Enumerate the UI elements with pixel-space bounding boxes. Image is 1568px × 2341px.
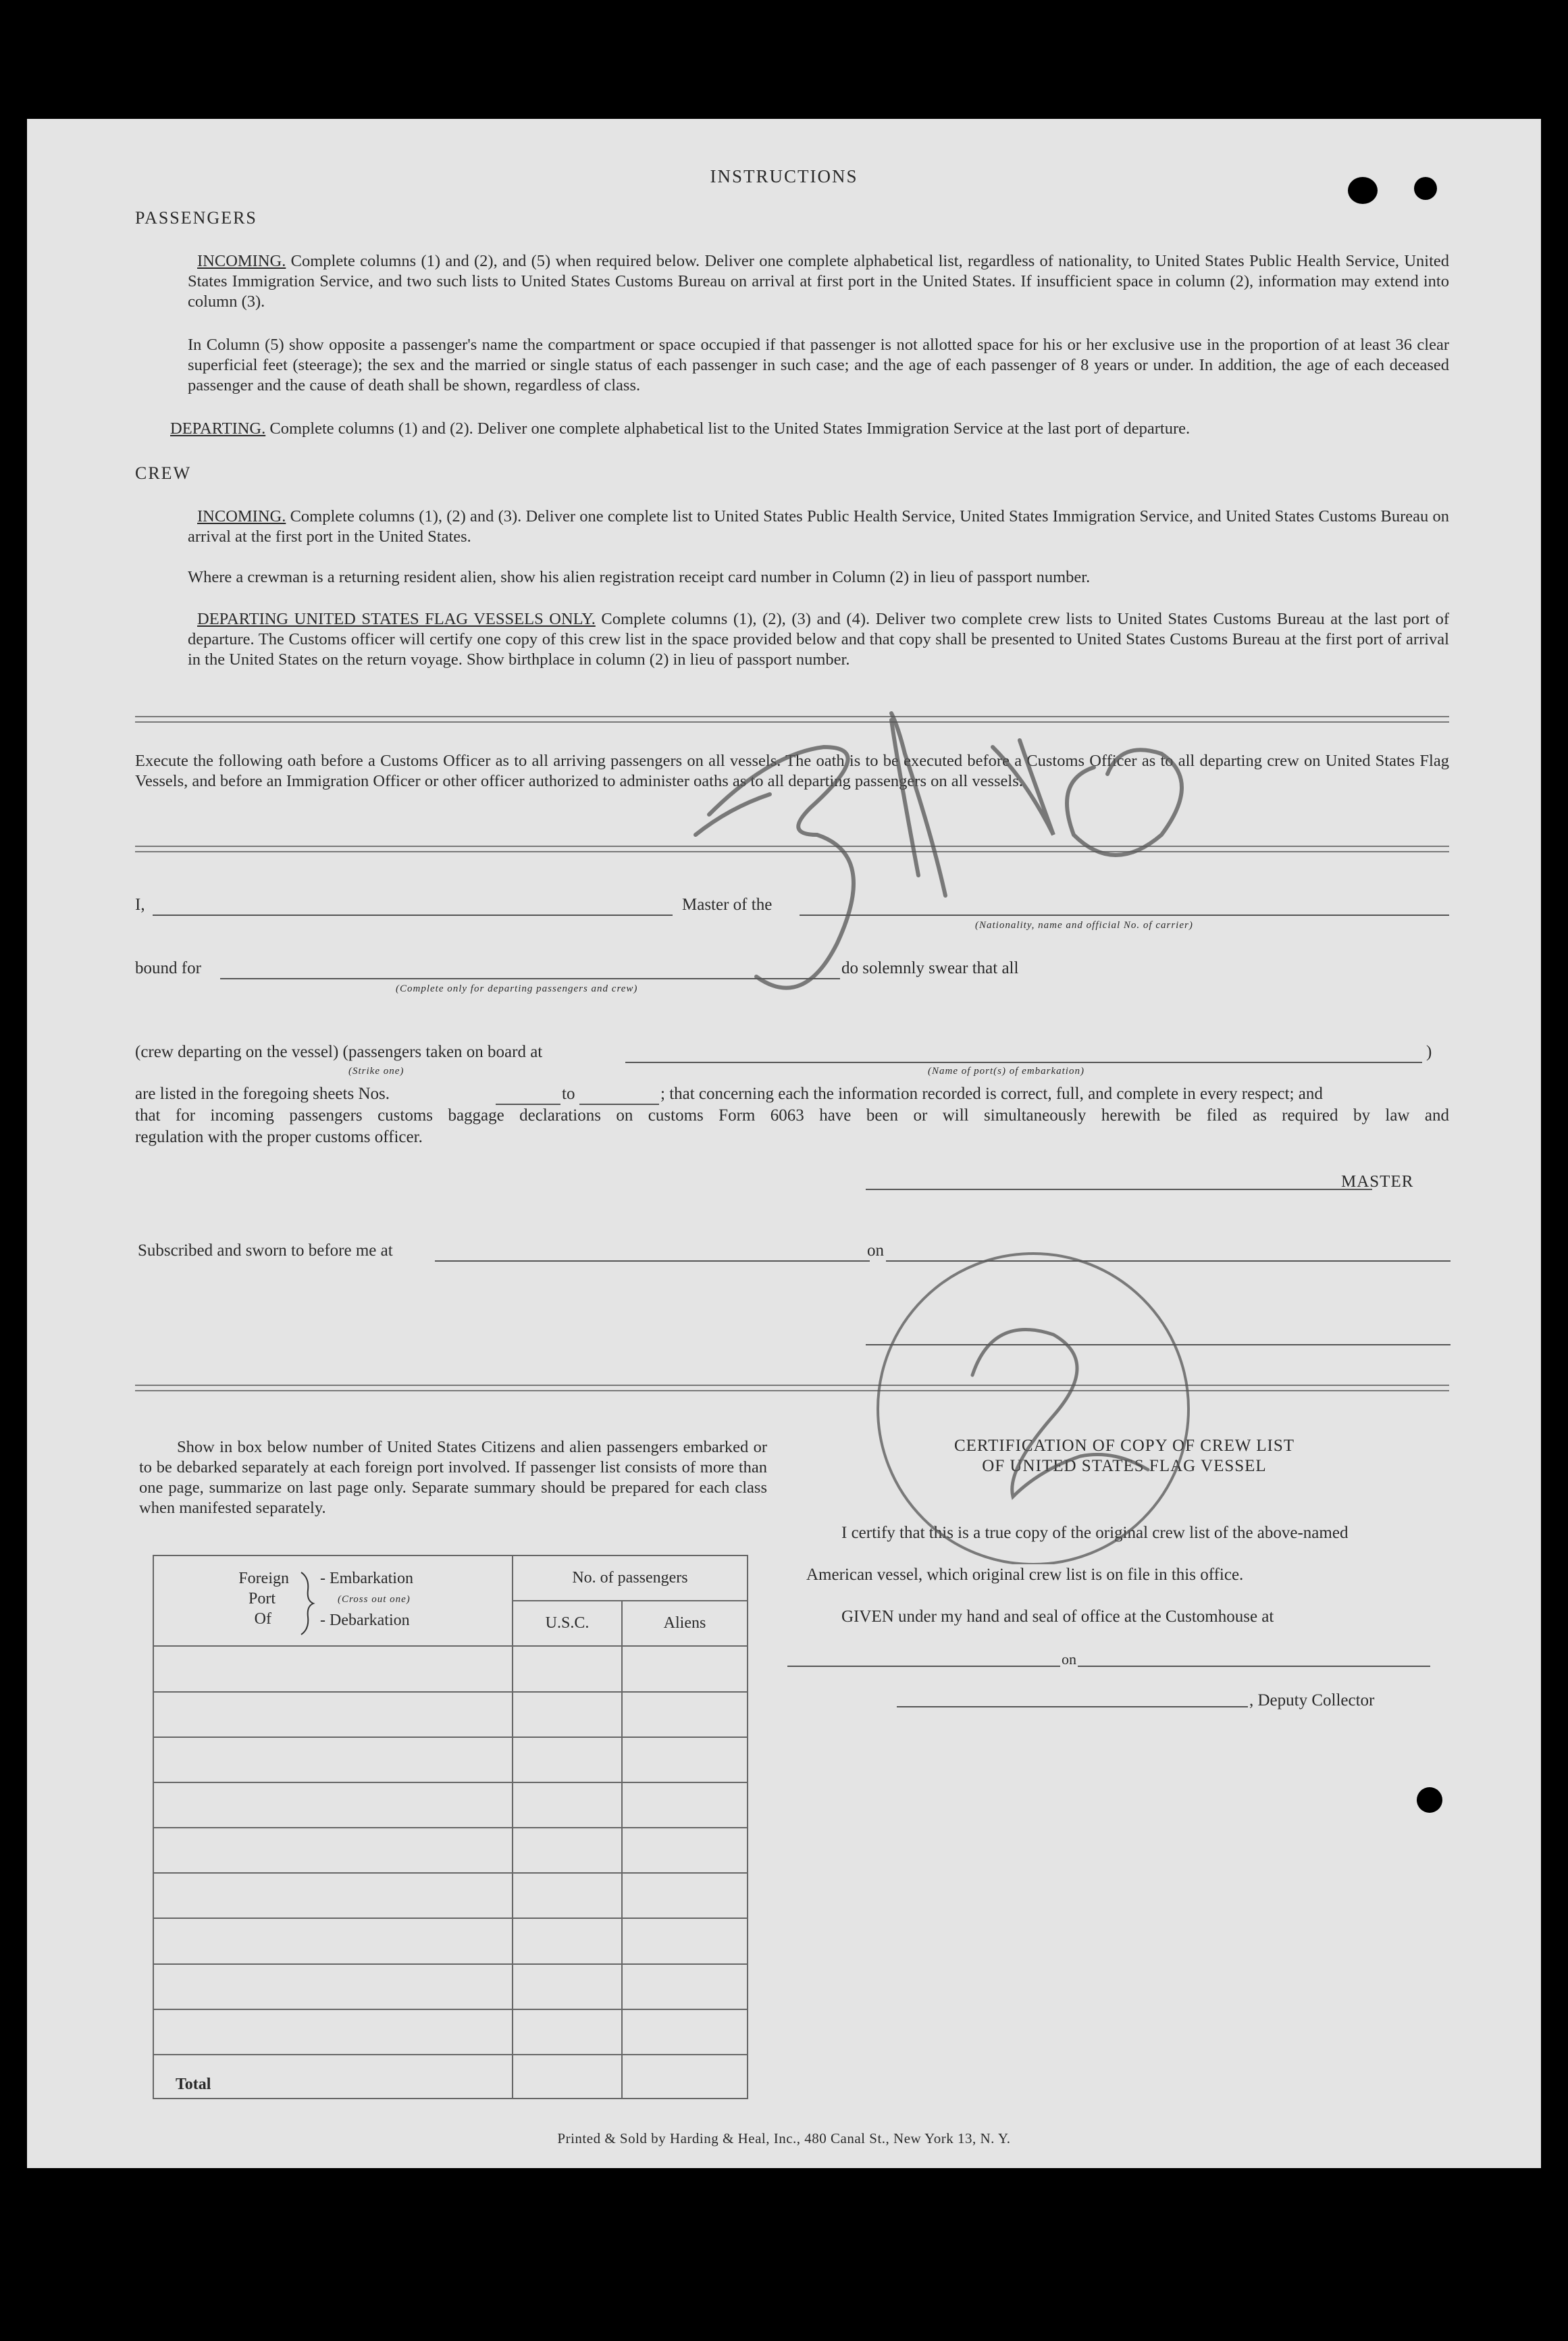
port-cell[interactable] bbox=[153, 1918, 513, 1963]
usc-cell[interactable] bbox=[513, 1737, 622, 1782]
passengers-incoming-text: Complete columns (1) and (2), and (5) when required below. Deliver one complete alphabetical list, regardless of nationality, to United States Public Health Service, United States Immigration Service, and two such lists to United States Customs Bureau on arrival at first port in the United States. If insufficient space in column (2), information may extend into column (3). bbox=[188, 252, 1450, 311]
page-title: INSTRUCTIONS bbox=[710, 166, 858, 186]
of-label: Of bbox=[254, 1610, 271, 1628]
deputy-collector-label: , Deputy Collector bbox=[1249, 1691, 1375, 1709]
strike-caption: (Strike one) bbox=[348, 1066, 404, 1077]
table-row bbox=[153, 1737, 748, 1782]
table-row bbox=[153, 1646, 748, 1691]
passengers-incoming-label: INCOMING. bbox=[197, 252, 286, 270]
master-label: MASTER bbox=[1341, 1173, 1414, 1191]
passengers-departing-label: DEPARTING. bbox=[170, 419, 266, 438]
port-cell[interactable] bbox=[153, 1692, 513, 1737]
total-label: Total bbox=[153, 2055, 513, 2099]
printer-footer: Printed & Sold by Harding & Heal, Inc., 480 Canal St., New York 13, N. Y. bbox=[557, 2130, 1011, 2146]
nationality-caption: (Nationality, name and official No. of carrier) bbox=[975, 920, 1193, 931]
table-row bbox=[153, 1873, 748, 1918]
table-row bbox=[153, 1782, 748, 1828]
aliens-cell[interactable] bbox=[622, 1828, 748, 1873]
summary-instruction: Show in box below number of United States Citizens and alien passengers embarked or to be debarked separately at each foreign port involved. If passenger list consists of more than one page, summarize on last page only. Separate summary should be prepared for each class when manifested separately. bbox=[139, 1438, 767, 1517]
usc-cell[interactable] bbox=[513, 1873, 622, 1918]
total-row bbox=[153, 2055, 748, 2099]
close-paren: ) bbox=[1426, 1043, 1432, 1061]
aliens-cell[interactable] bbox=[622, 1873, 748, 1918]
usc-cell[interactable] bbox=[513, 1692, 622, 1737]
port-label: Port bbox=[248, 1590, 276, 1608]
embarkation-label: - Embarkation bbox=[320, 1570, 413, 1588]
crew-departing-text: (crew departing on the vessel) (passengers taken on board at bbox=[135, 1043, 543, 1061]
crew-incoming-text: Complete columns (1), (2) and (3). Deliver one complete list to United States Public Health Service, United States Immigration Service, and United States Customs Bureau on arrival at the first port in the United States. bbox=[188, 507, 1450, 546]
crew-heading: CREW bbox=[135, 463, 192, 483]
crew-incoming-label: INCOMING. bbox=[197, 507, 286, 525]
certification-title-line2: OF UNITED STATES FLAG VESSEL bbox=[982, 1457, 1267, 1475]
punch-hole bbox=[1417, 1787, 1442, 1813]
passenger-summary-table bbox=[153, 1555, 748, 2099]
passengers-heading: PASSENGERS bbox=[135, 208, 257, 228]
punch-hole bbox=[1414, 177, 1437, 200]
port-cell[interactable] bbox=[153, 1964, 513, 2009]
aliens-cell[interactable] bbox=[622, 1737, 748, 1782]
to-word: to bbox=[562, 1085, 575, 1103]
bound-for-label: bound for bbox=[135, 959, 201, 977]
form-sheet bbox=[27, 119, 1541, 2168]
deputy-signature-field[interactable] bbox=[897, 1706, 1248, 1707]
oath-rest-line1: ; that concerning each the information recorded is correct, full, and complete in every respect; and bbox=[660, 1085, 1323, 1103]
aliens-cell[interactable] bbox=[622, 1782, 748, 1828]
oath-rest-line3: regulation with the proper customs officer. bbox=[135, 1128, 423, 1146]
crew-resident-paragraph: Where a crewman is a returning resident alien, show his alien registration receipt card number in Column (2) in lieu of passport number. bbox=[188, 568, 1091, 586]
master-name-field[interactable] bbox=[153, 915, 673, 916]
subscribed-text: Subscribed and sworn to before me at bbox=[138, 1241, 393, 1260]
oath-i-label: I, bbox=[135, 896, 145, 914]
oath-rest-line2: that for incoming passengers customs baggage declarations on customs Form 6063 have been or will simultaneously herewith be filed as required by law and bbox=[135, 1106, 1449, 1125]
table-row bbox=[153, 1918, 748, 1963]
master-of-label: Master of the bbox=[682, 896, 773, 914]
table-row bbox=[153, 1692, 748, 1737]
port-header-cell bbox=[153, 1555, 513, 1646]
sheet-from-field[interactable] bbox=[496, 1104, 560, 1105]
table-row bbox=[153, 2009, 748, 2055]
certification-line1: I certify that this is a true copy of the original crew list of the above-named bbox=[841, 1524, 1349, 1542]
usc-cell[interactable] bbox=[513, 1918, 622, 1963]
sworn-on-word: on bbox=[867, 1241, 884, 1260]
usc-cell[interactable] bbox=[513, 1646, 622, 1691]
port-cell[interactable] bbox=[153, 1873, 513, 1918]
pencil-handwriting bbox=[675, 457, 1378, 1564]
passengers-incoming-paragraph bbox=[188, 251, 1449, 312]
passengers-departing-paragraph bbox=[170, 419, 1449, 439]
crew-departing-label: DEPARTING UNITED STATES FLAG VESSELS ONLY. bbox=[197, 610, 596, 628]
aliens-cell[interactable] bbox=[622, 1692, 748, 1737]
crew-departing-text: Complete columns (1), (2), (3) and (4). Deliver two complete crew lists to United States Customs Bureau at the last port of departure. The Customs officer will certify one copy of this crew list in the space provided below and that copy shall be presented to United States Customs Bureau at the first port of arrival in the United States on the return voyage. Show birthplace in column (2) in lieu of passport number. bbox=[188, 610, 1449, 669]
aliens-total-cell[interactable] bbox=[622, 2055, 748, 2099]
swear-text: do solemnly swear that all bbox=[841, 959, 1019, 977]
port-cell[interactable] bbox=[153, 1737, 513, 1782]
aliens-cell[interactable] bbox=[622, 2009, 748, 2055]
port-cell[interactable] bbox=[153, 1782, 513, 1828]
table-row bbox=[153, 1964, 748, 2009]
punch-hole bbox=[1348, 177, 1378, 204]
aliens-header: Aliens bbox=[622, 1601, 748, 1646]
table-row bbox=[153, 1828, 748, 1873]
debarkation-label: - Debarkation bbox=[320, 1612, 410, 1630]
certification-on-word: on bbox=[1062, 1651, 1076, 1668]
no-passengers-header: No. of passengers bbox=[513, 1555, 748, 1601]
certification-line2: American vessel, which original crew list is on file in this office. bbox=[806, 1566, 1244, 1584]
sheet-to-field[interactable] bbox=[579, 1104, 659, 1105]
complete-caption: (Complete only for departing passengers and crew) bbox=[396, 983, 638, 994]
usc-header: U.S.C. bbox=[513, 1601, 622, 1646]
usc-cell[interactable] bbox=[513, 1964, 622, 2009]
aliens-cell[interactable] bbox=[622, 1964, 748, 2009]
usc-cell[interactable] bbox=[513, 1828, 622, 1873]
certification-title-line1: CERTIFICATION OF COPY OF CREW LIST bbox=[953, 1437, 1295, 1455]
usc-total-cell[interactable] bbox=[513, 2055, 622, 2099]
aliens-cell[interactable] bbox=[622, 1918, 748, 1963]
port-cell[interactable] bbox=[153, 2009, 513, 2055]
usc-cell[interactable] bbox=[513, 2009, 622, 2055]
aliens-cell[interactable] bbox=[622, 1646, 748, 1691]
brace-icon bbox=[298, 1571, 316, 1636]
ports-caption: (Name of port(s) of embarkation) bbox=[928, 1066, 1084, 1077]
port-cell[interactable] bbox=[153, 1828, 513, 1873]
passengers-departing-text: Complete columns (1) and (2). Deliver one complete alphabetical list to the United States Immigration Service at the last port of departure. bbox=[269, 419, 1191, 438]
listed-text: are listed in the foregoing sheets Nos. bbox=[135, 1085, 390, 1103]
cross-out-caption: (Cross out one) bbox=[338, 1594, 411, 1605]
port-cell[interactable] bbox=[153, 1646, 513, 1691]
certification-line3: GIVEN under my hand and seal of office at the Customhouse at bbox=[841, 1607, 1274, 1626]
usc-cell[interactable] bbox=[513, 1782, 622, 1828]
foreign-label: Foreign bbox=[238, 1570, 289, 1588]
passengers-column5-paragraph: In Column (5) show opposite a passenger's name the compartment or space occupied if that passenger is not allotted space for his or her exclusive use in the proportion of at least 36 clear superficial feet (steerage); the sex and the married or single status of each passenger in such case; and the age of each passenger of 8 years or under. In addition, the age of each deceased passenger and the cause of death shall be shown, regardless of class. bbox=[188, 336, 1449, 394]
customhouse-field[interactable] bbox=[787, 1666, 1430, 1667]
oath-intro: Execute the following oath before a Customs Officer as to all arriving passengers on all vessels. The oath is to be executed before a Customs Officer as to all departing crew on United States Flag Vessels, and before an Immigration Officer or other officer authorized to administer oaths as to all departing passengers on all vessels. bbox=[135, 752, 1449, 790]
